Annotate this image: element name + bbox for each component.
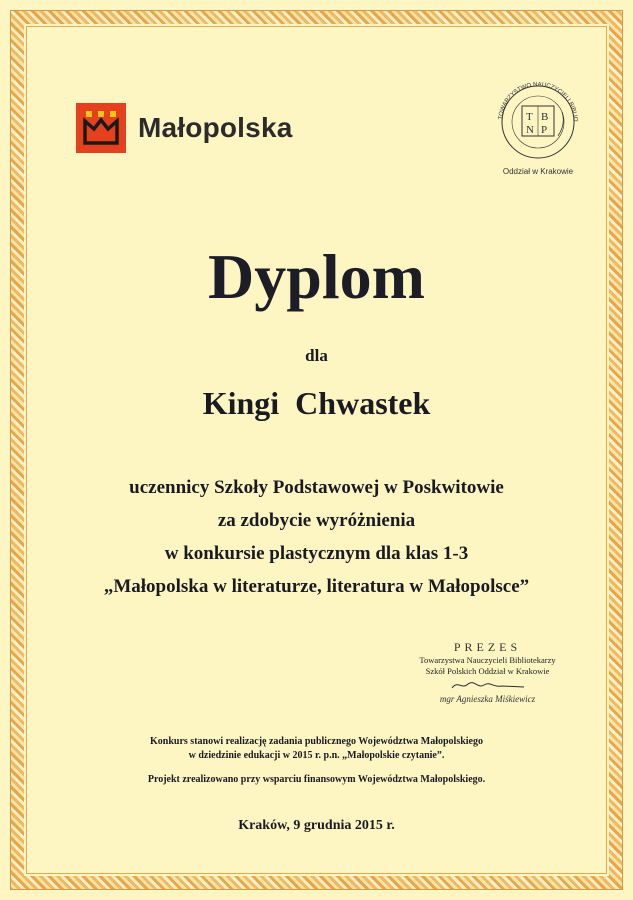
svg-text:TOWARZYSTWO NAUCZYCIELI BIBLIO: TOWARZYSTWO NAUCZYCIELI BIBLIO xyxy=(498,81,579,122)
svg-text:B: B xyxy=(541,111,549,123)
crown-icon xyxy=(76,103,126,153)
svg-text:P: P xyxy=(541,124,548,136)
signatory-role: PREZES xyxy=(453,640,522,654)
body-line: w konkursie plastycznym dla klas 1-3 xyxy=(164,543,469,564)
signatory-name: mgr Agnieszka Miśkiewicz xyxy=(439,694,536,704)
malopolska-logo xyxy=(76,103,292,153)
for-label: dla xyxy=(305,346,328,365)
recipient-name: Kingi Chwastek xyxy=(202,385,431,421)
body-line: „Małopolska w literaturze, literatura w Małopolsce” xyxy=(103,576,530,597)
organization-stamp xyxy=(488,78,588,176)
footer-note xyxy=(0,735,633,787)
handwritten-signature xyxy=(448,678,528,692)
diploma-body xyxy=(0,471,633,603)
stamp-caption: Oddział w Krakowie xyxy=(502,167,574,176)
place-date: Kraków, 9 grudnia 2015 r. xyxy=(238,818,395,833)
diploma-title: Dyplom xyxy=(208,241,425,312)
footer-line: w dziedzinie edukacji w 2015 r. p.n. „Małopolskie czytanie”. xyxy=(188,750,445,761)
svg-text:T: T xyxy=(526,111,533,123)
signatory-org-line: Szkół Polskich Oddział w Krakowie xyxy=(425,666,550,676)
body-line: za zdobycie wyróżnienia xyxy=(217,510,416,531)
footer-line: Projekt zrealizowano przy wsparciu finansowym Województwa Małopolskiego. xyxy=(147,774,486,785)
signatory-org-line: Towarzystwa Nauczycieli Bibliotekarzy xyxy=(419,655,556,665)
footer-line: Konkurs stanowi realizację zadania publicznego Województwa Małopolskiego xyxy=(150,736,483,747)
svg-text:N: N xyxy=(526,124,534,136)
stamp-seal-icon xyxy=(488,78,588,160)
logo-text: Małopolska xyxy=(138,112,293,143)
signature-block xyxy=(405,640,570,704)
body-line: uczennicy Szkoły Podstawowej w Poskwitowie xyxy=(129,477,504,498)
